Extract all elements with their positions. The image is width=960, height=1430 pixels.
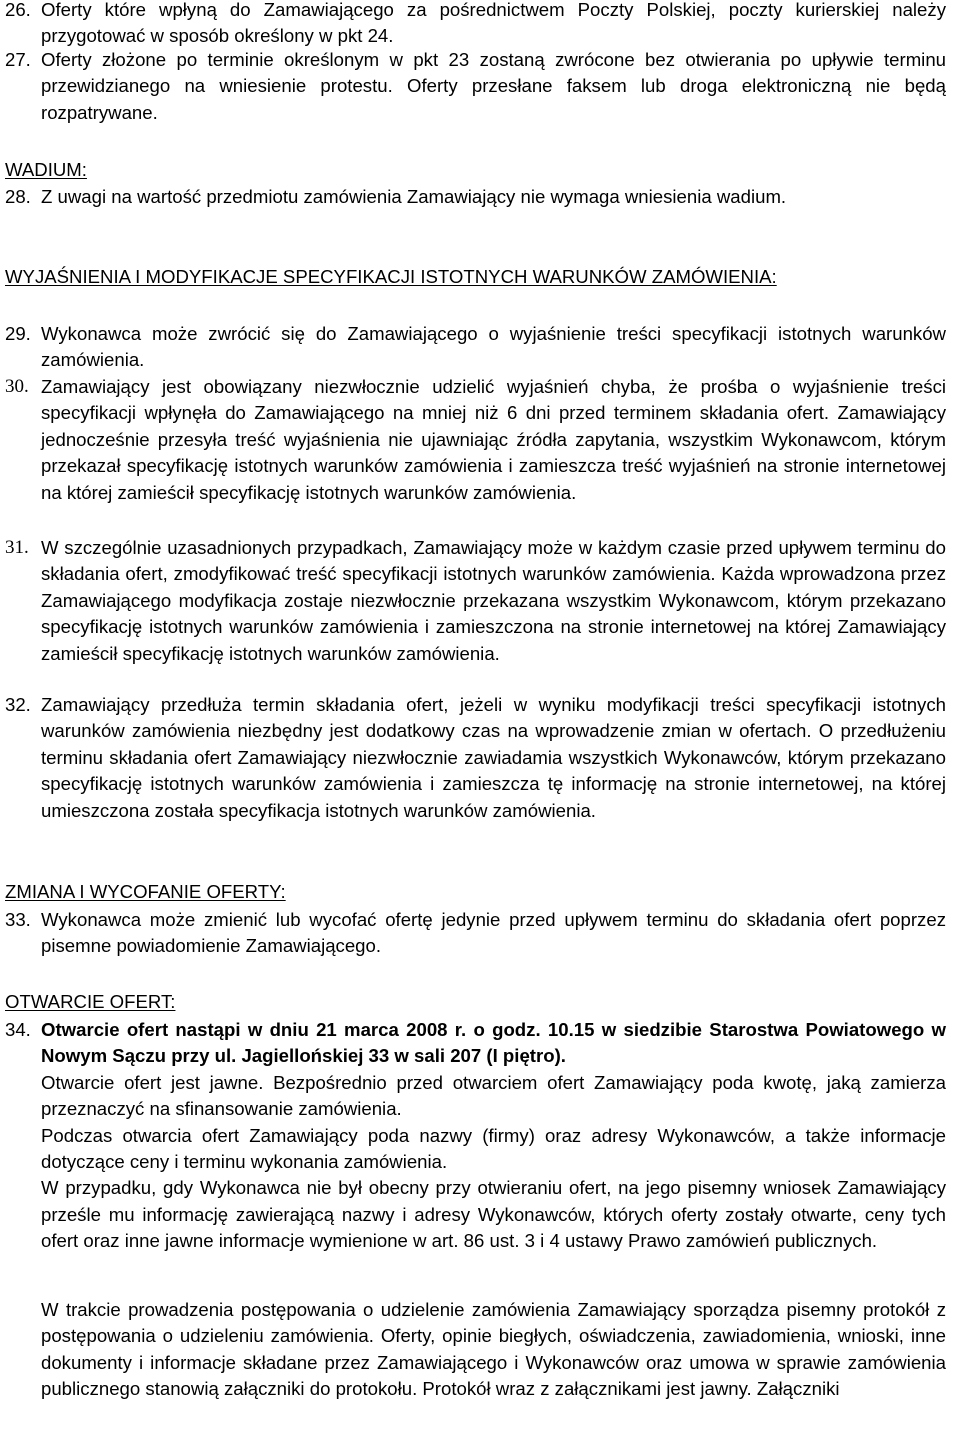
item-number: 32. — [5, 694, 31, 715]
item-text: Zamawiający przedłuża termin składania ofert, jeżeli w wyniku modyfikacji treści specyfikacji istotnych warunków zamówienia niezbędny jest dodatkowy czas na wprowadzenie zmian w ofertach. O przedłużeniu terminu składania ofert Zamawiający niezwłocznie zawiadamia wszystkich Wykonawców, którym przekazano specyfikację istotnych warunków zamówienia i zamieszcza tę informację na stronie internetowej, na której umieszczona została specyfikacja istotnych warunków zamówienia. — [41, 694, 946, 821]
list-item-30 — [0, 374, 946, 506]
section-heading-wyjasnienia: WYJAŚNIENIA I MODYFIKACJE SPECYFIKACJI ISTOTNYCH WARUNKÓW ZAMÓWIENIA: — [5, 266, 777, 287]
item-paragraph: W przypadku, gdy Wykonawca nie był obecny przy otwieraniu ofert, na jego pisemny wniosek Zamawiający prześle mu informację zawierającą nazwy i adresy Wykonawców, których oferty zostały otwarte, ceny tych ofert oraz inne jawne informacje wymienione w art. 86 ust. 3 i 4 ustawy Prawo zamówień publicznych. — [41, 1177, 946, 1252]
item-text: Zamawiający jest obowiązany niezwłocznie udzielić wyjaśnień chyba, że prośba o wyjaśnienie treści specyfikacji wpłynęła do Zamawiającego na mniej niż 6 dni przed terminem składania ofert. Zamawiający jednocześnie przesyła treść wyjaśnienia nie ujawniając źródła zapytania, wszystkim Wykonawcom, którym przekazał specyfikację istotnych warunków zamówienia i zamieszcza treść wyjaśnień na stronie internetowej na której zamieścił specyfikację istotnych warunków zamówienia. — [41, 376, 946, 503]
item-paragraph: Podczas otwarcia ofert Zamawiający poda nazwy (firmy) oraz adresy Wykonawców, a także informacje dotyczące ceny i terminu wykonania zamówienia. — [41, 1124, 946, 1173]
closing-paragraph: W trakcie prowadzenia postępowania o udzielenie zamówienia Zamawiający sporządza pisemny protokół z postępowania o udzieleniu zamówienia. Oferty, opinie biegłych, oświadczenia, zawiadomienia, wnioski, inne dokumenty i informacje składane przez Zamawiającego i Wykonawców oraz umowa w sprawie zamówienia publicznego stanowią załączniki do protokołu. Protokół wraz z załącznikami jest jawny. Załączniki — [41, 1299, 946, 1400]
item-number: 28. — [5, 186, 31, 207]
item-number: 30. — [5, 376, 29, 397]
section-heading-wadium: WADIUM: — [5, 159, 87, 180]
list-item-31 — [0, 535, 946, 667]
list-item-26 — [0, 0, 946, 50]
item-text-bold — [41, 1017, 946, 1070]
section-heading-otwarcie: OTWARCIE OFERT: — [5, 991, 176, 1012]
list-item-32 — [0, 692, 946, 824]
item-paragraph: Otwarcie ofert jest jawne. Bezpośrednio przed otwarciem ofert Zamawiający poda kwotę, jaką zamierza przeznaczyć na sfinansowanie zamówienia. — [41, 1071, 946, 1120]
item-number: 29. — [5, 323, 31, 344]
section-heading-zmiana: ZMIANA I WYCOFANIE OFERTY: — [5, 881, 286, 902]
list-item-33 — [0, 907, 946, 960]
bold-announcement: Otwarcie ofert nastąpi w dniu 21 marca 2008 r. o godz. 10.15 w siedzibie Starostwa Powiatowego w Nowym Sączu przy ul. Jagiellońskiej 33 w sali 207 (I piętro). — [41, 1019, 946, 1067]
item-text: Wykonawca może zmienić lub wycofać ofertę jedynie przed upływem terminu do składania ofert poprzez pisemne powiadomienie Zamawiającego. — [41, 909, 946, 957]
item-text: Wykonawca może zwrócić się do Zamawiającego o wyjaśnienie treści specyfikacji istotnych warunków zamówienia. — [41, 323, 946, 371]
list-item-34 — [0, 1017, 946, 1255]
item-text: Z uwagi na wartość przedmiotu zamówienia Zamawiający nie wymaga wniesienia wadium. — [41, 186, 787, 207]
item-number: 27. — [5, 49, 31, 70]
item-text: W szczególnie uzasadnionych przypadkach, Zamawiający może w każdym czasie przed upływem terminu do składania ofert, zmodyfikować treść specyfikacji istotnych warunków zamówienia. Każda wprowadzona przez Zamawiającego modyfikacja zostaje niezwłocznie przekazana wszystkim Wykonawcom, którym przekazano specyfikację istotnych warunków zamówienia i zamieszczona na stronie internetowej na której Zamawiający zamieścił specyfikację istotnych warunków zamówienia. — [41, 537, 946, 664]
item-number: 33. — [5, 909, 31, 930]
item-number: 34. — [5, 1019, 31, 1040]
list-item-27 — [0, 47, 946, 126]
item-number: 26. — [5, 0, 31, 20]
list-item-29 — [0, 321, 946, 374]
item-number: 31. — [5, 537, 29, 558]
item-text: Oferty złożone po terminie określonym w pkt 23 zostaną zwrócone bez otwierania po upływie terminu przewidzianego na wniesienie protestu. Oferty przesłane faksem lub droga elektroniczną nie będą rozpatrywane. — [41, 49, 946, 123]
item-text: Oferty które wpłyną do Zamawiającego za pośrednictwem Poczty Polskiej, poczty kurierskiej należy przygotować w sposób określony w pkt 24. — [41, 0, 946, 47]
list-item-28 — [0, 184, 946, 210]
